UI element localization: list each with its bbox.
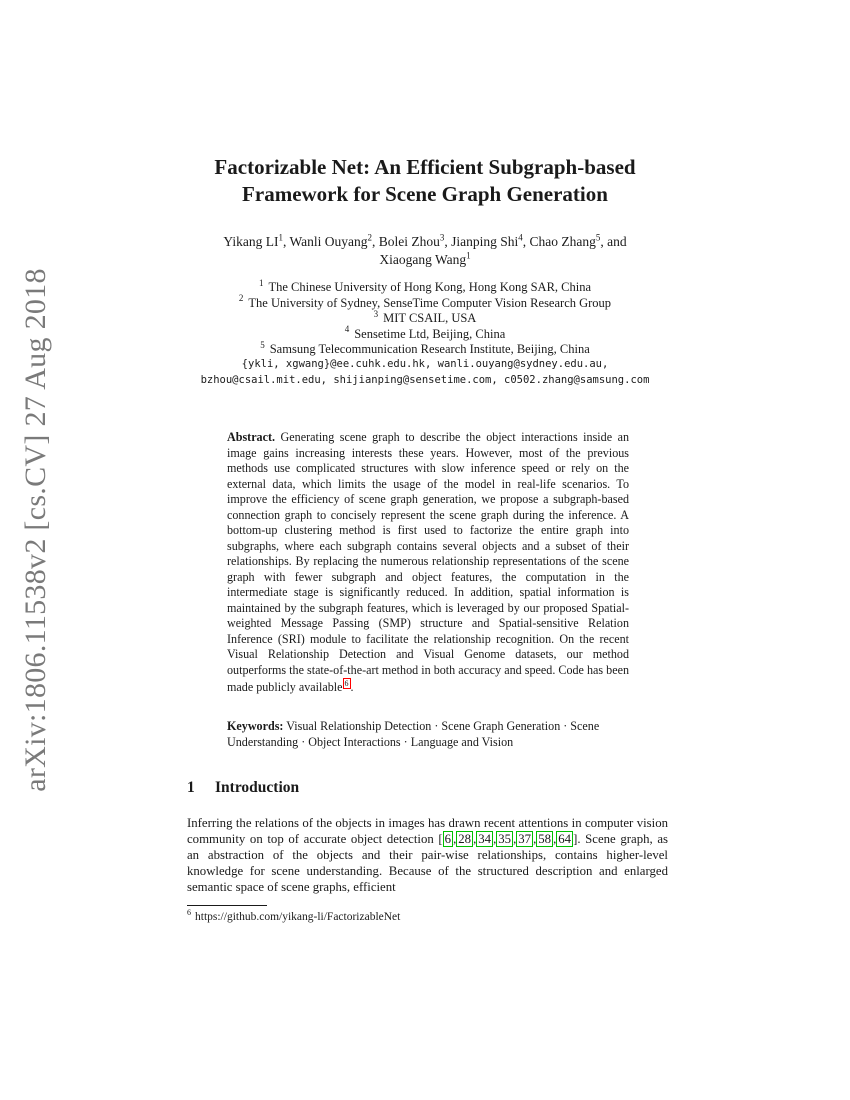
citation-link[interactable]: 64	[558, 832, 572, 846]
intro-text-before: Inferring the relations of the objects in images has drawn recent attentions in computer vision community on top of accurate object detection [	[187, 816, 668, 846]
citation-link[interactable]: 28	[458, 832, 472, 846]
affiliation-mark: 2	[238, 293, 244, 304]
arxiv-stamp: arXiv:1806.11538v2 [cs.CV] 27 Aug 2018	[19, 268, 52, 792]
title-line-1: Factorizable Net: An Efficient Subgraph-based	[214, 155, 636, 179]
author-name: Wanli Ouyang	[289, 234, 368, 249]
affiliation	[0, 293, 850, 312]
section-heading	[187, 779, 299, 797]
footnote-mark: 6	[187, 908, 191, 917]
author-name: Jianping Shi	[451, 234, 519, 249]
affiliation-mark: 3	[373, 308, 379, 319]
email-list	[0, 357, 850, 388]
footnote	[187, 908, 400, 923]
author-mark: 1	[278, 232, 283, 243]
citation-link[interactable]: 6	[444, 832, 452, 846]
citation-link[interactable]: 37	[518, 832, 532, 846]
author-name: Yikang LI	[223, 234, 279, 249]
author-name: Xiaogang Wang	[379, 252, 467, 267]
footnote-link[interactable]: 6	[344, 679, 349, 688]
affiliation-list	[0, 277, 850, 358]
footnote-url[interactable]: https://github.com/yikang-li/FactorizableNet	[195, 910, 401, 923]
affiliation	[0, 308, 850, 327]
affiliation-mark: 5	[260, 339, 265, 350]
affiliation	[0, 277, 850, 296]
title-line-2: Framework for Scene Graph Generation	[242, 182, 608, 206]
authors-line-1	[0, 233, 850, 251]
affiliation-text: The University of Sydney, SenseTime Computer Vision Research Group	[248, 295, 612, 310]
abstract-label: Abstract.	[227, 430, 276, 444]
keywords-label: Keywords:	[227, 719, 284, 733]
keywords	[227, 719, 632, 750]
affiliation-mark: 4	[344, 324, 350, 335]
abstract-end: .	[350, 680, 354, 695]
citation-link[interactable]: 34	[478, 832, 492, 846]
author-mark: 2	[367, 232, 373, 243]
author-separator: , and	[600, 234, 627, 249]
section-number: 1	[187, 779, 195, 796]
email-line-1: {ykli, xgwang}@ee.cuhk.edu.hk, wanli.ouyang@sydney.edu.au,	[241, 358, 609, 370]
footnote-rule	[187, 905, 267, 906]
intro-paragraph	[187, 815, 668, 895]
author-list	[0, 233, 850, 269]
affiliation-mark: 1	[258, 277, 264, 288]
author-separator: ,	[372, 234, 379, 249]
citation-link[interactable]: 35	[498, 832, 512, 846]
affiliation-text: MIT CSAIL, USA	[383, 311, 477, 325]
author-mark: 1	[466, 250, 471, 261]
abstract-text: Generating scene graph to describe the object interactions inside an image gains increasing interests these years. However, most of the previous methods use complicated structures with slow inference speed or rely on the external data, which limits the usage of the model in real-life scenarios. To improve the efficiency of scene graph generation, we propose a subgraph-based connection graph to concisely represent the scene graph during the inference. A bottom-up clustering method is first used to factorize the entire graph into subgraphs, where each subgraph contains several objects and a subset of their relationships. By replacing the numerous relationship representations of the scene graph with fewer subgraph and object features, the computation in the intermediate stage is significantly reduced. In addition, spatial information is maintained by the subgraph features, which is leveraged by our proposed Spatial-weighted Message Passing (SMP) structure and Spatial-sensitive Relation Inference (SRI) module to facilitate the relationship recognition. On the recent Visual Relationship Detection and Visual Genome datasets, our method outperforms the state-of-the-art method in both accuracy and speed. Code has been made publicly available	[227, 430, 629, 695]
author-separator: ,	[522, 234, 530, 249]
author-mark: 4	[518, 232, 523, 243]
author-mark: 5	[595, 232, 601, 243]
authors-line-2	[0, 251, 850, 269]
author-separator: ,	[444, 234, 452, 249]
author-separator: ,	[282, 234, 290, 249]
affiliation-text: Samsung Telecommunication Research Institute, Beijing, China	[269, 342, 590, 356]
keywords-text: Visual Relationship Detection · Scene Graph Generation · Scene Understanding · Object Interactions · Language and Vision	[227, 719, 600, 749]
citation-list: 6 , 28 , 34 , 35 , 37 , 58 , 64	[444, 832, 572, 846]
affiliation-text: The Chinese University of Hong Kong, Hong Kong SAR, China	[268, 280, 592, 294]
intro-text-after: ]. Scene graph, as an abstraction of the objects and their pair-wise relationships, contains higher-level knowledge for scene understanding. Because of the structured description and enlarged semantic space of scene graphs, efficient	[187, 832, 669, 894]
paper-title	[0, 154, 850, 208]
affiliation-text: Sensetime Ltd, Beijing, China	[354, 326, 506, 341]
author-name: Chao Zhang	[529, 234, 596, 249]
email-line-2: bzhou@csail.mit.edu, shijianping@sensetime.com, c0502.zhang@samsung.com	[200, 373, 650, 386]
abstract	[227, 430, 629, 696]
author-name: Bolei Zhou	[378, 234, 440, 249]
section-title: Introduction	[215, 779, 300, 796]
affiliation	[0, 339, 850, 358]
citation-link[interactable]: 58	[538, 832, 552, 846]
author-mark: 3	[439, 232, 445, 243]
affiliation	[0, 324, 850, 343]
